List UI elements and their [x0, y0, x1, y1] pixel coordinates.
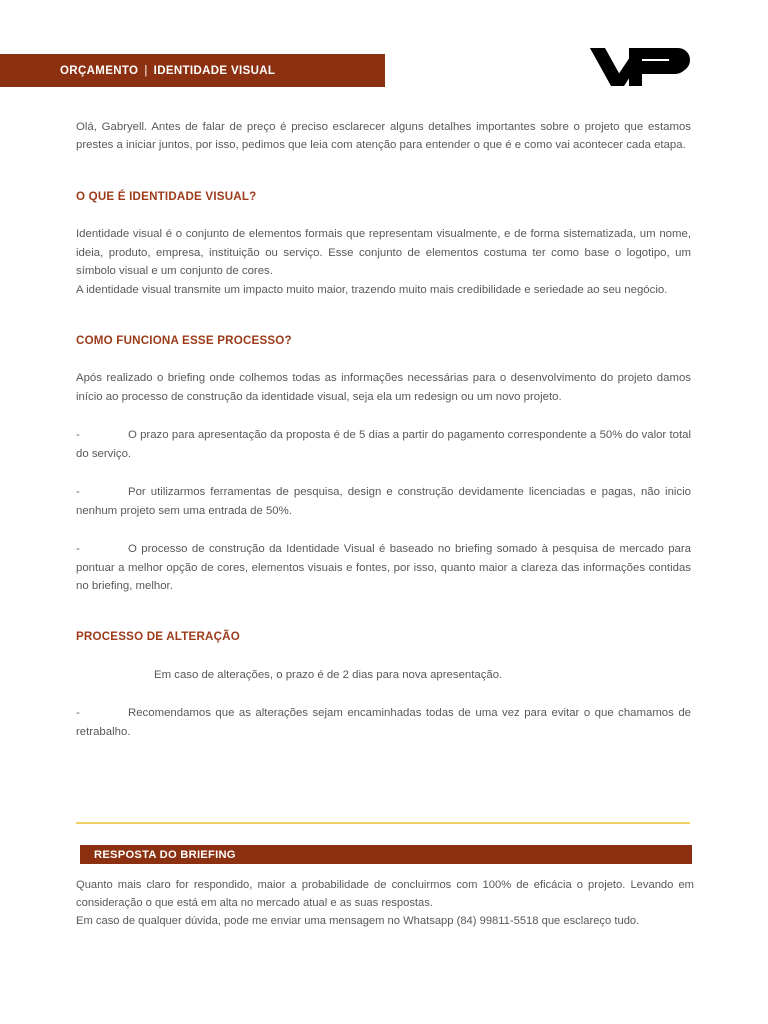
bullet-text: O prazo para apresentação da proposta é de 5 dias a partir do pagamento correspondente a 50% do valor total do serviço. — [76, 429, 691, 460]
briefing-paragraph-2: Em caso de qualquer dúvida, pode me enviar uma mensagem no Whatsapp (84) 99811-5518 que esclareço tudo. — [76, 915, 640, 928]
section1-paragraph-1: Identidade visual é o conjunto de elementos formais que representam visualmente, e de forma sistematizada, um nome, ideia, produto, empresa, instituição ou serviço. Esse conjunto de elementos costuma ter como base o logotipo, um símbolo visual e um conjunto de cores. — [76, 228, 691, 278]
section3-indented-line: Em caso de alterações, o prazo é de 2 dias para nova apresentação. — [154, 668, 503, 681]
header-separator: | — [144, 64, 148, 77]
section1-paragraph-2: A identidade visual transmite um impacto muito maior, trazendo muito mais credibilidade e seriedade ao seu negócio. — [76, 283, 668, 296]
bullet-marker: - — [76, 707, 80, 720]
bullet-marker: - — [76, 486, 80, 499]
section-title-como-funciona: COMO FUNCIONA ESSE PROCESSO? — [76, 334, 292, 348]
intro-paragraph: Olá, Gabryell. Antes de falar de preço é preciso esclarecer alguns detalhes importantes sobre o projeto que estamos prestes a iniciar juntos, por isso, pedimos que leia com atenção para entender o que é e como vai acontecer cada etapa. — [76, 121, 691, 152]
section2-bullet-1 — [76, 426, 691, 463]
bullet-marker: - — [76, 543, 80, 556]
section3-bullet-1 — [76, 704, 691, 741]
document-content — [76, 118, 691, 741]
bullet-text: Por utilizarmos ferramentas de pesquisa, design e construção devidamente licenciadas e pagas, não inicio nenhum projeto sem uma entrada de 50%. — [76, 486, 691, 517]
section2-bullet-2 — [76, 483, 691, 520]
header-label-right: IDENTIDADE VISUAL — [153, 64, 276, 77]
briefing-band-label: RESPOSTA DO BRIEFING — [94, 848, 236, 861]
gold-divider-rule — [76, 822, 690, 824]
section2-bullet-3 — [76, 540, 691, 595]
header-title-band — [0, 54, 385, 87]
bullet-text: Recomendamos que as alterações sejam encaminhadas todas de uma vez para evitar o que chamamos de retrabalho. — [76, 707, 691, 738]
briefing-title-band — [80, 845, 692, 864]
bullet-text: O processo de construção da Identidade Visual é baseado no briefing somado à pesquisa de mercado para pontuar a melhor opção de cores, elementos visuais e fontes, por isso, quanto maior a clareza das informações contidas no briefing, melhor. — [76, 543, 691, 592]
bullet-marker: - — [76, 429, 80, 442]
section2-paragraph-1: Após realizado o briefing onde colhemos todas as informações necessárias para o desenvolvimento do projeto damos início ao processo de construção da identidade visual, seja ela um redesign ou um novo projeto. — [76, 372, 691, 403]
vtd-logo — [590, 44, 690, 86]
briefing-footer-text — [76, 876, 694, 930]
section-title-identidade-visual: O QUE É IDENTIDADE VISUAL? — [76, 189, 257, 203]
briefing-paragraph-1: Quanto mais claro for respondido, maior a probabilidade de concluirmos com 100% de eficácia o projeto. Levando em consideração o que está em alta no mercado atual e as suas respostas. — [76, 879, 694, 910]
section-title-processo-alteracao: PROCESSO DE ALTERAÇÃO — [76, 630, 240, 644]
header-band-text — [60, 65, 275, 77]
header-label-left: ORÇAMENTO — [60, 64, 139, 77]
